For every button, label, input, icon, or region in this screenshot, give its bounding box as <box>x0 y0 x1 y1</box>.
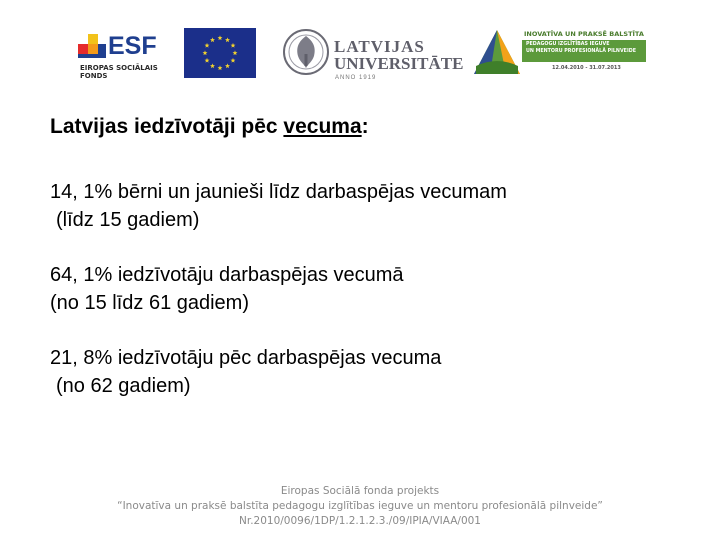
university-logo <box>282 26 464 86</box>
list-item <box>50 261 650 317</box>
list-item-line2: (no 15 līdz 61 gadiem) <box>50 292 250 314</box>
esf-mark-icon <box>78 30 108 60</box>
list-item <box>50 344 650 400</box>
university-founded: ANNO 1919 <box>335 75 377 81</box>
list-item-line2: (līdz 15 gadiem) <box>56 209 200 231</box>
eu-star-icon <box>218 35 223 40</box>
eu-star-icon <box>210 37 215 42</box>
eu-flag-logo <box>184 28 256 78</box>
project-band-line2: UN MENTORU PROFESIONĀLĀ PILNVEIDE <box>526 49 636 54</box>
project-mark-icon <box>472 28 522 80</box>
esf-wordmark: ESF <box>108 32 157 60</box>
eu-star-icon <box>225 37 230 42</box>
list-item-line1: 14, 1% bērni un jaunieši līdz darbaspējas vecumam <box>50 181 507 203</box>
logo-strip <box>0 18 720 88</box>
footer-line1: Eiropas Sociālā fonda projekts <box>280 485 440 497</box>
slide-heading <box>50 115 369 139</box>
eu-star-icon <box>231 58 236 63</box>
project-band <box>522 40 646 62</box>
eu-star-icon <box>203 50 208 55</box>
age-group-list <box>50 178 650 427</box>
esf-logo <box>78 28 158 88</box>
list-item-line1: 64, 1% iedzīvotāju darbaspējas vecumā <box>50 264 404 286</box>
footer-line3: Nr.2010/0096/1DP/1.2.1.2.3./09/IPIA/VIAA/001 <box>239 515 481 527</box>
project-title: INOVATĪVA UN PRAKSĒ BALSTĪTA <box>524 30 644 38</box>
esf-subtitle-line1: EIROPAS SOCIĀLAIS <box>80 64 158 72</box>
esf-subtitle-line2: FONDS <box>80 72 108 80</box>
university-seal-icon <box>282 26 330 78</box>
list-item-line2: (no 62 gadiem) <box>56 375 191 397</box>
heading-underlined: vecuma <box>283 115 362 138</box>
slide-footer <box>0 484 720 529</box>
heading-suffix: : <box>361 115 369 138</box>
eu-star-icon <box>225 63 230 68</box>
eu-star-icon <box>233 50 238 55</box>
university-name-line2: UNIVERSITĀTE <box>334 54 464 73</box>
university-name-line1: LATVIJAS <box>334 37 425 56</box>
eu-star-icon <box>205 58 210 63</box>
eu-star-icon <box>210 63 215 68</box>
footer-line2: “Inovatīva un praksē balstīta pedagogu izglītības ieguve un mentoru profesionālā pilnveide” <box>117 500 603 512</box>
esf-subtitle <box>80 64 158 80</box>
eu-star-icon <box>231 43 236 48</box>
project-band-line1: PEDAGOGU IZGLĪTĪBAS IEGUVE <box>526 42 610 47</box>
heading-prefix: Latvijas iedzīvotāji pēc <box>50 115 284 138</box>
eu-star-icon <box>218 65 223 70</box>
list-item-line1: 21, 8% iedzīvotāju pēc darbaspējas vecuma <box>50 347 442 369</box>
eu-star-icon <box>205 43 210 48</box>
project-logo <box>472 28 652 88</box>
eu-stars-icon <box>184 28 256 78</box>
project-dates: 12.04.2010 - 31.07.2013 <box>552 65 621 71</box>
list-item <box>50 178 650 234</box>
